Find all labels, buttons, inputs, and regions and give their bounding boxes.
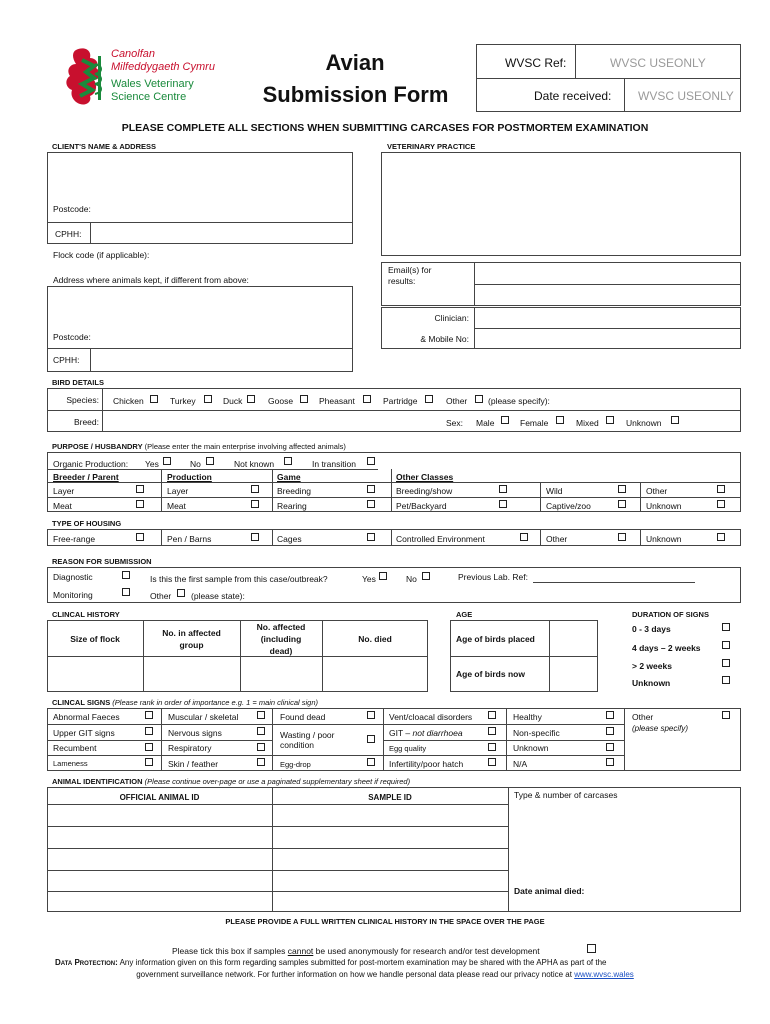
sign-git-suffix: not diarrhoea [412, 728, 463, 738]
sign-found-dead: Found dead [280, 712, 326, 722]
email-label-2: results: [388, 276, 416, 286]
breeder-meat: Meat [53, 501, 72, 511]
col-affected-group-1: No. in affected [162, 628, 221, 638]
sign-wasting-checkbox[interactable] [367, 735, 375, 743]
species-pheasant: Pheasant [319, 396, 355, 406]
game-rearing-checkbox[interactable] [367, 500, 375, 508]
sign-skin-feather-checkbox[interactable] [257, 758, 265, 766]
wvsc-ref-label: WVSC Ref: [505, 56, 567, 70]
species-chicken: Chicken [113, 396, 144, 406]
logo-line-3: Wales Veterinary [111, 78, 194, 90]
sign-git-checkbox[interactable] [488, 727, 496, 735]
sign-other-checkbox[interactable] [722, 711, 730, 719]
housing-pen-barns: Pen / Barns [167, 534, 212, 544]
other-captive-zoo: Captive/zoo [546, 501, 591, 511]
sign-abnormal-faeces-checkbox[interactable] [145, 711, 153, 719]
housing-other-checkbox[interactable] [618, 533, 626, 541]
logo-line-2: Milfeddygaeth Cymru [111, 61, 215, 73]
organic-in-transition: In transition [312, 459, 356, 469]
col-affected-2: (including [260, 634, 302, 644]
sign-other-specify: (please specify) [632, 724, 689, 733]
sign-infertility: Infertility/poor hatch [389, 759, 464, 769]
species-goose: Goose [268, 396, 294, 406]
sign-other: Other [632, 712, 654, 722]
sign-muscular-skeletal-checkbox[interactable] [257, 711, 265, 719]
other-breeding-show: Breeding/show [396, 486, 453, 496]
sign-vent-cloacal-checkbox[interactable] [488, 711, 496, 719]
other-wild: Wild [546, 486, 563, 496]
sign-egg-quality-checkbox[interactable] [488, 743, 496, 751]
organic-not-known: Not known [234, 459, 275, 469]
sign-unknown: Unknown [513, 743, 549, 753]
sex-female: Female [520, 418, 549, 428]
duration-heading: DURATION OF SIGNS [632, 610, 709, 619]
species-turkey: Turkey [170, 396, 196, 406]
email-label-1: Email(s) for [388, 265, 432, 275]
anonymous-use-statement [172, 946, 540, 956]
species-partridge: Partridge [383, 396, 418, 406]
anon-prefix: Please tick this box if samples [172, 946, 286, 956]
clinician-label: Clinician: [434, 313, 469, 323]
age-now-label: Age of birds now [456, 669, 525, 679]
sex-label: Sex: [446, 418, 464, 428]
clinician-field[interactable] [476, 309, 739, 327]
clinical-signs-heading [52, 698, 318, 708]
sign-skin-feather: Skin / feather [168, 759, 219, 769]
bird-heading: BIRD DETAILS [52, 378, 104, 387]
sign-git-prefix: GIT – [389, 728, 411, 738]
housing-heading: TYPE OF HOUSING [52, 519, 122, 528]
sign-na-checkbox[interactable] [606, 758, 614, 766]
other-pet-backyard-checkbox[interactable] [499, 500, 507, 508]
breeder-layer-checkbox[interactable] [136, 485, 144, 493]
purpose-col-other-classes: Other Classes [396, 472, 454, 482]
reason-monitoring: Monitoring [53, 590, 93, 600]
sex-mixed: Mixed [576, 418, 599, 428]
housing-free-range: Free-range [53, 534, 96, 544]
species-partridge-checkbox[interactable] [425, 395, 433, 403]
animal-id-heading-note: (Please continue over-page or use a paginated supplementary sheet if required) [144, 777, 411, 786]
vet-practice-box[interactable] [381, 152, 741, 256]
animal-id-table [47, 787, 741, 912]
date-received-label: Date received: [534, 89, 612, 103]
type-number-carcases-label: Type & number of carcases [514, 790, 618, 800]
kept-address-box[interactable] [47, 286, 353, 372]
sign-lameness-checkbox[interactable] [145, 758, 153, 766]
duration-over-2w: > 2 weeks [632, 661, 672, 671]
sign-respiratory: Respiratory [168, 743, 212, 753]
other-pet-backyard: Pet/Backyard [396, 501, 447, 511]
sign-egg-drop-checkbox[interactable] [367, 758, 375, 766]
reason-diagnostic: Diagnostic [53, 572, 93, 582]
client-cphh-row[interactable] [47, 222, 353, 244]
sex-male: Male [476, 418, 495, 428]
reason-other: Other [150, 591, 172, 601]
kept-postcode-label: Postcode: [53, 332, 91, 342]
species-pheasant-checkbox[interactable] [363, 395, 371, 403]
sign-nervous: Nervous signs [168, 728, 222, 738]
data-protection-line2 [0, 970, 770, 980]
date-animal-died-label: Date animal died: [514, 886, 585, 896]
species-chicken-checkbox[interactable] [150, 395, 158, 403]
sign-egg-quality: Egg quality [389, 744, 427, 753]
breeder-layer: Layer [53, 486, 75, 496]
age-now-field[interactable] [550, 657, 597, 691]
privacy-notice-link[interactable]: www.wvsc.wales [574, 970, 634, 979]
breeder-meat-checkbox[interactable] [136, 500, 144, 508]
purpose-heading-note: (Please enter the main enterprise involving affected animals) [144, 442, 346, 451]
housing-cages-checkbox[interactable] [367, 533, 375, 541]
col-affected-group-2: group [179, 640, 204, 650]
purpose-heading-text: PURPOSE / HUSBANDRY [52, 442, 143, 451]
housing-controlled-checkbox[interactable] [520, 533, 528, 541]
purpose-col-production: Production [167, 472, 212, 482]
affected-group-field[interactable] [144, 657, 239, 691]
organic-yes: Yes [145, 459, 159, 469]
organic-no-checkbox[interactable] [206, 457, 214, 465]
no-died-field[interactable] [323, 657, 427, 691]
other-other-checkbox[interactable] [717, 485, 725, 493]
animal-id-heading [52, 777, 410, 787]
sign-vent-cloacal: Vent/cloacal disorders [389, 712, 473, 722]
other-unknown-checkbox[interactable] [717, 500, 725, 508]
purpose-col-breeder: Breeder / Parent [53, 472, 119, 482]
email-field-1[interactable] [476, 264, 739, 283]
anon-suffix: be used anonymously for research and/or test development [315, 946, 540, 956]
production-meat: Meat [167, 501, 186, 511]
other-other: Other [646, 486, 668, 496]
duration-unknown: Unknown [632, 678, 671, 688]
reason-other-checkbox[interactable] [177, 589, 185, 597]
species-please-specify: (please specify): [488, 396, 550, 406]
clinical-history-note: PLEASE PROVIDE A FULL WRITTEN CLINICAL HISTORY IN THE SPACE OVER THE PAGE [225, 917, 545, 926]
col-affected-1: No. affected [256, 622, 306, 632]
sign-wasting-1: Wasting / poor [280, 730, 335, 740]
game-rearing: Rearing [277, 501, 307, 511]
sign-respiratory-checkbox[interactable] [257, 743, 265, 751]
dp-label: Data Protection: [55, 958, 118, 967]
client-heading: CLIENT'S NAME & ADDRESS [52, 142, 157, 151]
sign-na: N/A [513, 759, 528, 769]
organic-no: No [190, 459, 201, 469]
clinical-signs-heading-note: (Please rank in order of importance e.g. 1 = main clinical sign) [112, 698, 319, 707]
previous-lab-label: Previous Lab. Ref: [458, 572, 528, 582]
sign-healthy: Healthy [513, 712, 542, 722]
housing-free-range-checkbox[interactable] [136, 533, 144, 541]
mobile-label: & Mobile No: [420, 334, 469, 344]
other-breeding-show-checkbox[interactable] [499, 485, 507, 493]
sex-mixed-checkbox[interactable] [606, 416, 614, 424]
species-label: Species: [66, 395, 99, 405]
size-of-flock-field[interactable] [48, 657, 142, 691]
sex-male-checkbox[interactable] [501, 416, 509, 424]
sign-recumbent: Recumbent [53, 743, 97, 753]
production-layer-checkbox[interactable] [251, 485, 259, 493]
housing-other: Other [546, 534, 568, 544]
col-size-of-flock: Size of flock [70, 634, 120, 644]
purpose-col-game: Game [277, 472, 301, 482]
col-affected-3: dead) [269, 646, 293, 656]
client-cphh-label: CPHH: [55, 229, 82, 239]
first-sample-no: No [406, 574, 417, 584]
first-sample-yes-checkbox[interactable] [379, 572, 387, 580]
logo-line-4: Science Centre [111, 91, 187, 103]
housing-pen-barns-checkbox[interactable] [251, 533, 259, 541]
species-goose-checkbox[interactable] [300, 395, 308, 403]
previous-lab-field[interactable] [533, 582, 695, 583]
animal-id-heading-text: ANIMAL IDENTIFICATION [52, 777, 143, 786]
production-layer: Layer [167, 486, 189, 496]
sign-nervous-checkbox[interactable] [257, 727, 265, 735]
instruction-banner: PLEASE COMPLETE ALL SECTIONS WHEN SUBMITTING CARCASES FOR POSTMORTEM EXAMINATION [121, 122, 649, 134]
vet-heading: VETERINARY PRACTICE [387, 142, 476, 151]
first-sample-no-checkbox[interactable] [422, 572, 430, 580]
sign-git-not-diarrhoea [389, 728, 463, 738]
game-breeding: Breeding [277, 486, 312, 496]
address-kept-label: Address where animals kept, if different from above: [53, 275, 249, 285]
sign-infertility-checkbox[interactable] [488, 758, 496, 766]
game-breeding-checkbox[interactable] [367, 485, 375, 493]
sign-muscular-skeletal: Muscular / skeletal [168, 712, 239, 722]
sign-recumbent-checkbox[interactable] [145, 743, 153, 751]
reason-heading: REASON FOR SUBMISSION [52, 557, 152, 566]
sign-upper-git-checkbox[interactable] [145, 727, 153, 735]
anonymous-use-checkbox[interactable] [587, 944, 596, 953]
age-placed-label: Age of birds placed [456, 634, 535, 644]
wvsc-logo [62, 46, 232, 108]
sign-wasting-2: condition [280, 740, 315, 750]
organic-in-transition-checkbox[interactable] [367, 457, 375, 465]
organic-yes-checkbox[interactable] [163, 457, 171, 465]
duration-4d-2w: 4 days – 2 weeks [632, 643, 701, 653]
other-unknown: Unknown [646, 501, 682, 511]
dp-text: Any information given on this form regarding samples submitted for post-mortem examination may be shared with the APHA as part of the [119, 958, 607, 967]
sign-found-dead-checkbox[interactable] [367, 711, 375, 719]
duration-4d-2w-checkbox[interactable] [722, 641, 730, 649]
production-meat-checkbox[interactable] [251, 500, 259, 508]
col-no-died: No. died [358, 634, 392, 644]
breed-label: Breed: [73, 417, 99, 427]
organic-not-known-checkbox[interactable] [284, 457, 292, 465]
housing-unknown: Unknown [646, 534, 682, 544]
no-affected-field[interactable] [241, 657, 321, 691]
mobile-field[interactable] [476, 330, 739, 348]
housing-cages: Cages [277, 534, 302, 544]
species-turkey-checkbox[interactable] [204, 395, 212, 403]
anon-cannot: cannot [287, 946, 314, 956]
purpose-heading [52, 442, 346, 452]
sign-non-specific-checkbox[interactable] [606, 727, 614, 735]
sign-unknown-checkbox[interactable] [606, 743, 614, 751]
reason-diagnostic-checkbox[interactable] [122, 571, 130, 579]
species-other: Other [446, 396, 468, 406]
organic-label: Organic Production: [53, 459, 129, 469]
official-animal-id-header: OFFICIAL ANIMAL ID [119, 793, 200, 802]
sign-healthy-checkbox[interactable] [606, 711, 614, 719]
kept-cphh-label: CPHH: [53, 355, 80, 365]
duration-unknown-checkbox[interactable] [722, 676, 730, 684]
other-wild-checkbox[interactable] [618, 485, 626, 493]
sign-upper-git: Upper GIT signs [53, 728, 115, 738]
duration-0-3-days: 0 - 3 days [632, 624, 671, 634]
flock-code-label: Flock code (if applicable): [53, 250, 150, 260]
duration-0-3-days-checkbox[interactable] [722, 623, 730, 631]
first-sample-question: Is this the first sample from this case/outbreak? [150, 574, 328, 584]
email-field-2[interactable] [476, 286, 739, 305]
form-title-line2: Submission Form [262, 82, 449, 107]
form-title-line1: Avian [325, 50, 385, 75]
data-protection-line1 [55, 958, 606, 968]
sex-female-checkbox[interactable] [556, 416, 564, 424]
sample-id-header: SAMPLE ID [368, 793, 412, 802]
clinical-history-heading: CLINCAL HISTORY [52, 610, 120, 619]
reason-monitoring-checkbox[interactable] [122, 588, 130, 596]
logo-line-1: Canolfan [111, 48, 156, 60]
sex-unknown: Unknown [626, 418, 662, 428]
dragon-logo-icon [62, 46, 112, 108]
dp-text2: government surveillance network. For further information on how we handle personal data please read our privacy notice at [136, 970, 572, 979]
sign-lameness: Lameness [53, 759, 88, 768]
sign-abnormal-faeces: Abnormal Faeces [53, 712, 120, 722]
sex-unknown-checkbox[interactable] [671, 416, 679, 424]
species-other-checkbox[interactable] [475, 395, 483, 403]
other-captive-zoo-checkbox[interactable] [618, 500, 626, 508]
species-duck: Duck [223, 396, 243, 406]
client-postcode-label: Postcode: [53, 204, 91, 214]
reason-please-state: (please state): [191, 591, 245, 601]
sign-non-specific: Non-specific [513, 728, 560, 738]
housing-unknown-checkbox[interactable] [717, 533, 725, 541]
housing-controlled: Controlled Environment [396, 534, 485, 544]
clinical-signs-heading-text: CLINCAL SIGNS [52, 698, 111, 707]
age-placed-field[interactable] [550, 621, 597, 655]
duration-over-2w-checkbox[interactable] [722, 659, 730, 667]
first-sample-yes: Yes [362, 574, 376, 584]
date-received-value[interactable]: WVSC USEONLY [638, 89, 734, 103]
age-heading: AGE [456, 610, 473, 619]
wvsc-ref-value[interactable]: WVSC USEONLY [610, 56, 706, 70]
species-duck-checkbox[interactable] [247, 395, 255, 403]
sign-egg-drop: Egg-drop [280, 760, 311, 769]
